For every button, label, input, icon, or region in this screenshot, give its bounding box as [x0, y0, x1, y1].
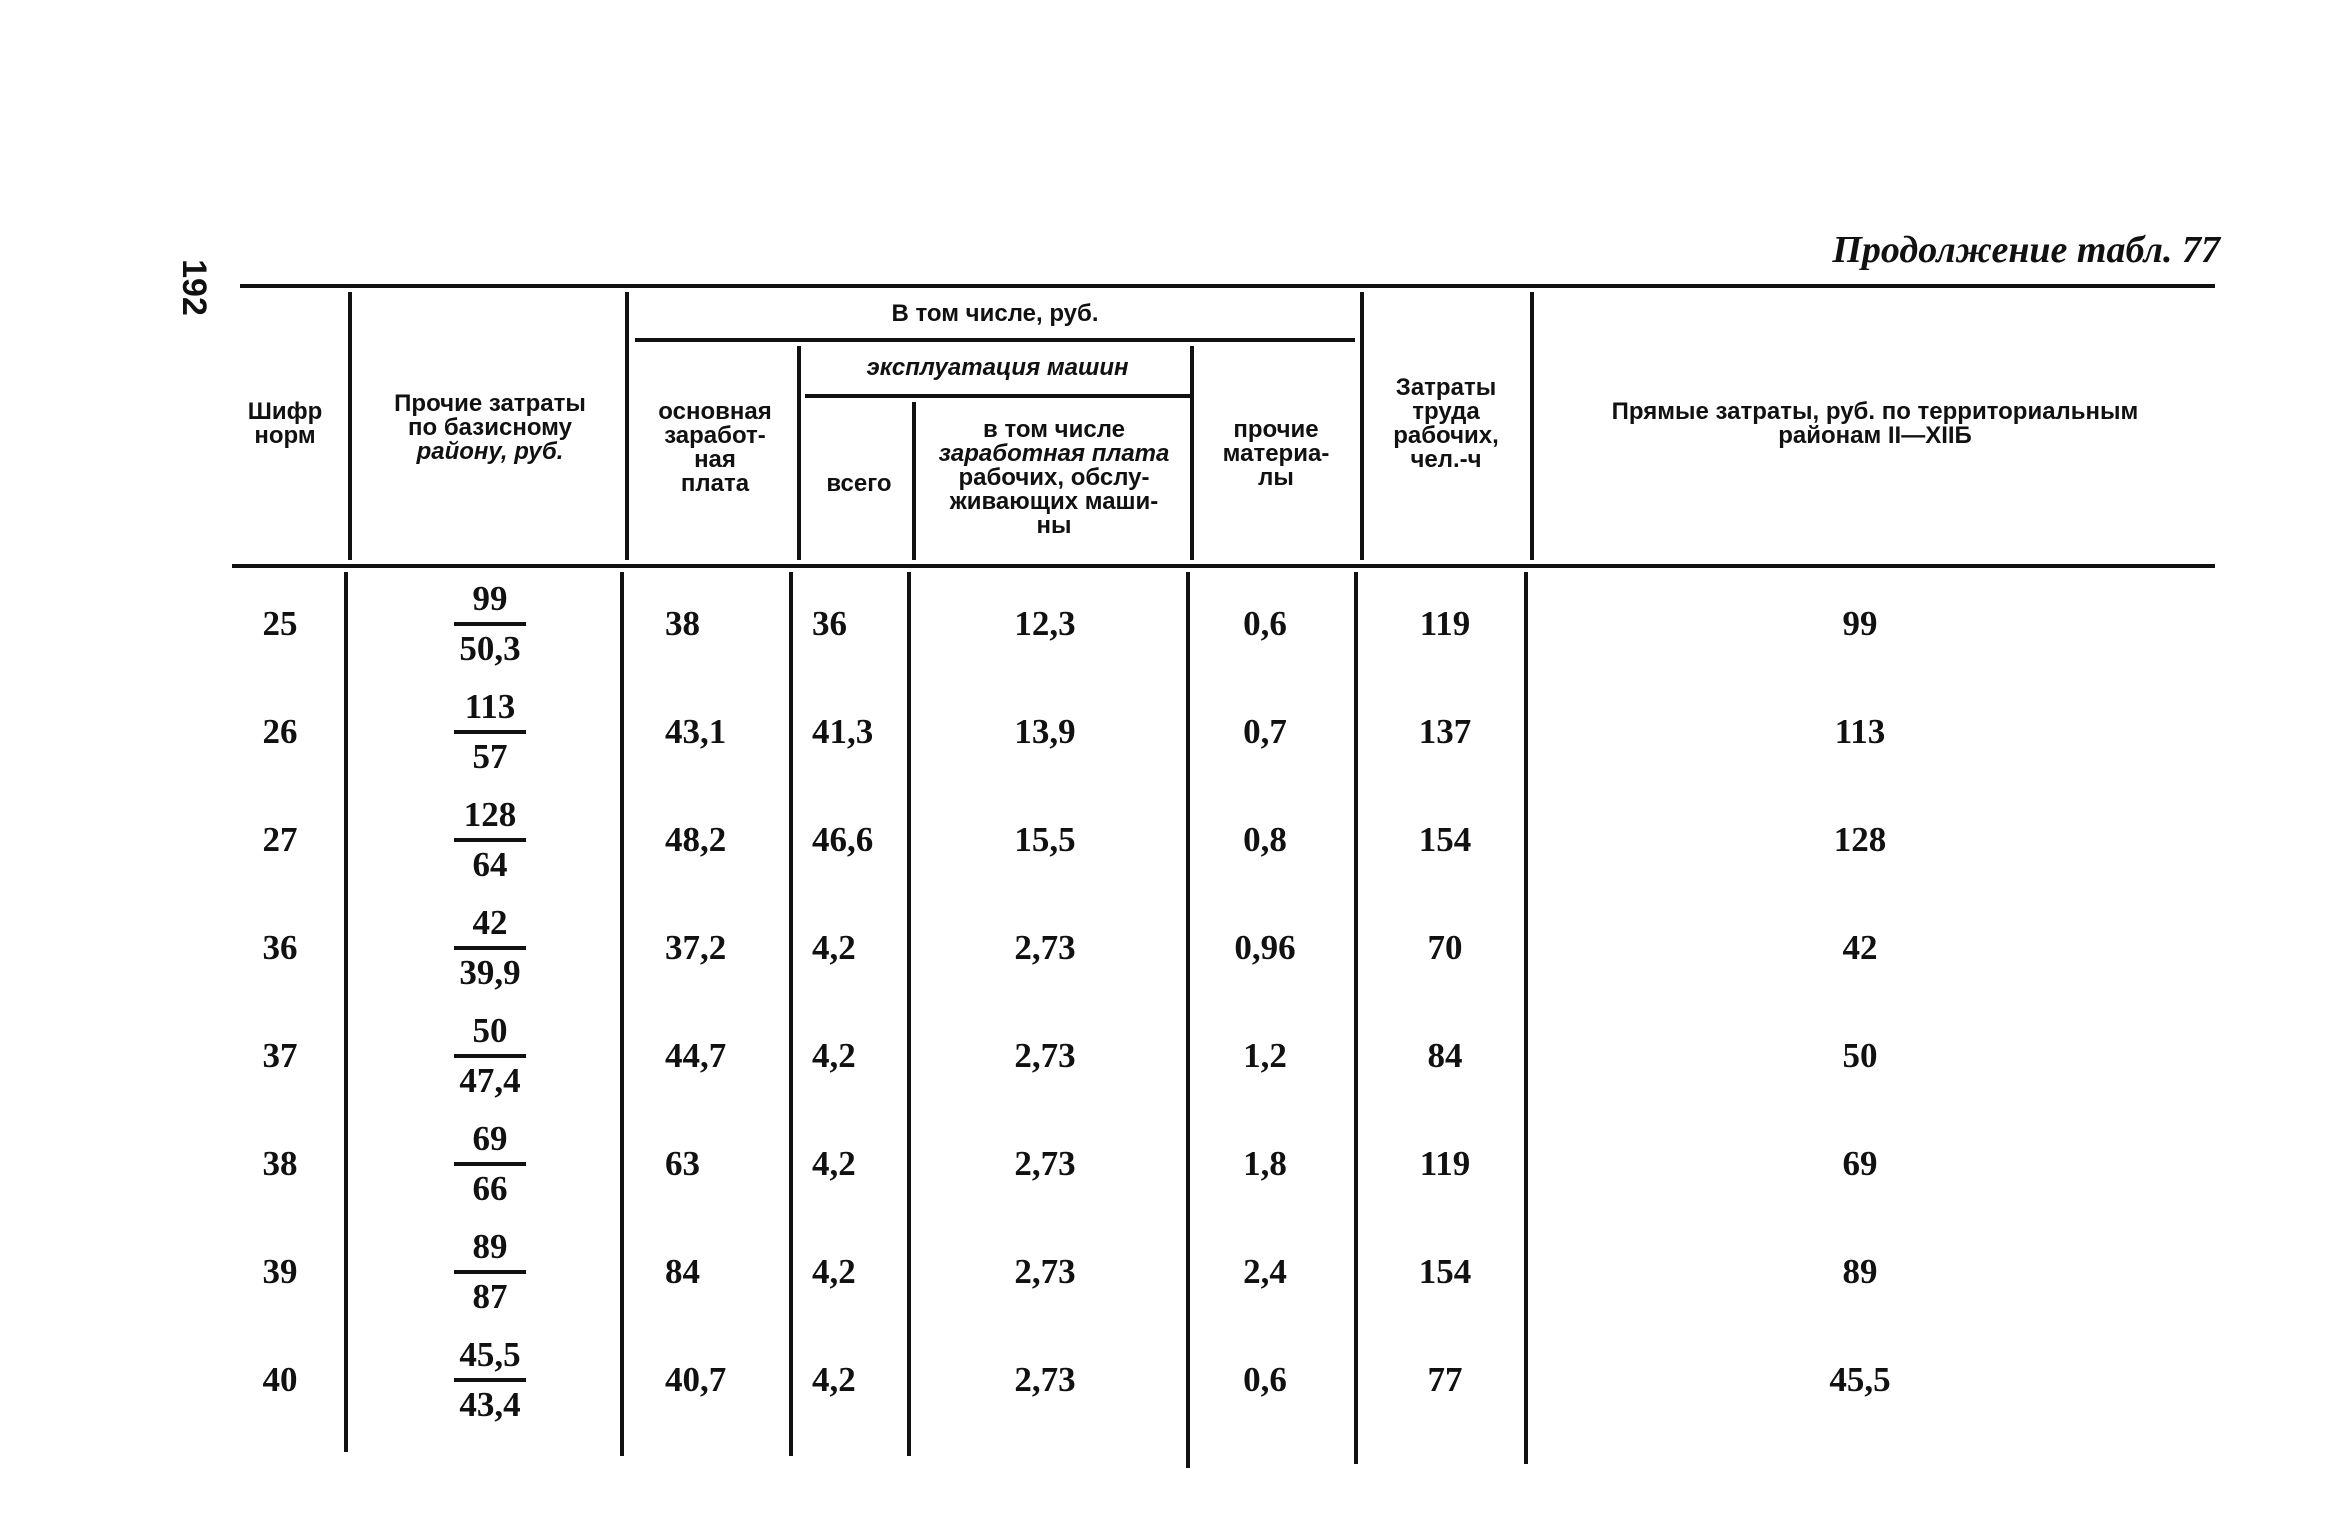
row-machine-total: 4,2: [812, 1360, 856, 1399]
row-other-costs-fraction: [440, 786, 540, 894]
row-materials: 1,2: [1243, 1036, 1287, 1075]
machine-group-rule: [805, 394, 1190, 398]
table-row: [0, 786, 2352, 894]
row-materials: 0,8: [1243, 820, 1287, 859]
table-caption: Продолжение табл. 77: [1832, 229, 2220, 271]
row-machine-total: 41,3: [812, 712, 874, 751]
header-direct: Прямые затраты, руб. по территориальным районам II—XIIБ: [1611, 398, 2139, 449]
row-direct: 128: [1833, 820, 1887, 859]
row-machine-wage: 13,9: [1014, 712, 1076, 751]
fraction-numerator: 42: [454, 904, 526, 950]
row-machine-wage: 2,73: [1014, 1252, 1076, 1291]
fraction-denominator: 57: [472, 737, 508, 776]
row-other-costs-fraction: [440, 570, 540, 678]
header-col-rule: [348, 292, 352, 560]
row-direct: 99: [1842, 604, 1878, 643]
fraction-denominator: 39,9: [459, 953, 521, 992]
table-row: [0, 1218, 2352, 1326]
row-labor: 70: [1427, 928, 1463, 967]
row-code: 37: [262, 1036, 298, 1075]
fraction-numerator: 99: [454, 580, 526, 626]
table-row: [0, 894, 2352, 1002]
header-col-rule: [1530, 292, 1534, 560]
row-direct: 42: [1842, 928, 1878, 967]
header-col-rule: [1190, 346, 1194, 560]
row-base-pay: 63: [665, 1144, 700, 1183]
row-materials: 0,6: [1243, 604, 1287, 643]
header-base-pay: основная заработ- ная плата: [658, 398, 772, 497]
row-code: 27: [262, 820, 298, 859]
row-direct: 50: [1842, 1036, 1878, 1075]
row-labor: 119: [1419, 604, 1471, 643]
header-col-rule: [797, 346, 801, 560]
row-labor: 154: [1418, 1252, 1472, 1291]
header-incl-group: В том числе, руб.: [891, 300, 1099, 327]
row-other-costs-fraction: [440, 1326, 540, 1434]
fraction-denominator: 87: [472, 1277, 508, 1316]
row-machine-wage: 2,73: [1014, 1144, 1076, 1183]
row-code: 38: [262, 1144, 298, 1183]
table-row: [0, 1110, 2352, 1218]
fraction-denominator: 50,3: [459, 629, 521, 668]
row-machine-total: 46,6: [812, 820, 874, 859]
table-row: [0, 1002, 2352, 1110]
row-machine-total: 4,2: [812, 1036, 856, 1075]
fraction-denominator: 64: [472, 845, 508, 884]
row-machine-wage: 15,5: [1014, 820, 1076, 859]
row-materials: 0,96: [1234, 928, 1296, 967]
row-labor: 84: [1427, 1036, 1463, 1075]
row-code: 39: [262, 1252, 298, 1291]
row-direct: 113: [1834, 712, 1886, 751]
row-base-pay: 43,1: [665, 712, 727, 751]
fraction-denominator: 66: [472, 1169, 508, 1208]
row-other-costs-fraction: [440, 1218, 540, 1326]
row-code: 40: [262, 1360, 298, 1399]
table-row: [0, 678, 2352, 786]
row-base-pay: 44,7: [665, 1036, 727, 1075]
row-labor: 77: [1427, 1360, 1463, 1399]
table-row: [0, 570, 2352, 678]
page-number: 192: [174, 259, 213, 316]
row-materials: 0,6: [1243, 1360, 1287, 1399]
row-machine-total: 4,2: [812, 1144, 856, 1183]
fraction-numerator: 128: [454, 796, 526, 842]
row-machine-wage: 2,73: [1014, 1036, 1076, 1075]
row-machine-wage: 2,73: [1014, 1360, 1076, 1399]
table-top-rule: [240, 284, 2215, 288]
table-row: [0, 1326, 2352, 1434]
header-code: Шифр норм: [247, 398, 323, 449]
header-col-rule: [1360, 292, 1364, 560]
row-machine-total: 4,2: [812, 1252, 856, 1291]
header-machine-total: всего: [826, 470, 892, 497]
row-machine-wage: 12,3: [1014, 604, 1076, 643]
row-machine-wage: 2,73: [1014, 928, 1076, 967]
row-direct: 45,5: [1829, 1360, 1891, 1399]
row-direct: 89: [1842, 1252, 1878, 1291]
row-labor: 154: [1418, 820, 1472, 859]
row-other-costs-fraction: [440, 894, 540, 1002]
row-labor: 137: [1418, 712, 1472, 751]
fraction-denominator: 47,4: [459, 1061, 521, 1100]
row-code: 25: [262, 604, 298, 643]
row-base-pay: 37,2: [665, 928, 727, 967]
header-col-rule: [625, 292, 629, 560]
header-other-costs: Прочие затраты по базисному району, руб.: [394, 390, 586, 465]
fraction-numerator: 45,5: [454, 1336, 526, 1382]
row-materials: 2,4: [1243, 1252, 1287, 1291]
header-materials: прочие материа- лы: [1222, 416, 1330, 491]
header-machine-group: эксплуатация машин: [866, 354, 1129, 381]
row-materials: 0,7: [1243, 712, 1287, 751]
row-other-costs-fraction: [440, 678, 540, 786]
header-labor: Затраты труда рабочих, чел.-ч: [1393, 374, 1499, 473]
row-code: 26: [262, 712, 298, 751]
fraction-numerator: 50: [454, 1012, 526, 1058]
row-other-costs-fraction: [440, 1002, 540, 1110]
row-direct: 69: [1842, 1144, 1878, 1183]
fraction-numerator: 113: [454, 688, 526, 734]
header-bottom-rule: [232, 564, 2215, 568]
row-code: 36: [262, 928, 298, 967]
row-machine-total: 36: [812, 604, 847, 643]
row-base-pay: 38: [665, 604, 700, 643]
row-labor: 119: [1419, 1144, 1471, 1183]
row-machine-total: 4,2: [812, 928, 856, 967]
row-materials: 1,8: [1243, 1144, 1287, 1183]
incl-group-rule: [635, 338, 1355, 342]
row-base-pay: 84: [665, 1252, 700, 1291]
fraction-numerator: 69: [454, 1120, 526, 1166]
row-base-pay: 48,2: [665, 820, 727, 859]
row-base-pay: 40,7: [665, 1360, 727, 1399]
fraction-denominator: 43,4: [459, 1385, 521, 1424]
fraction-numerator: 89: [454, 1228, 526, 1274]
row-other-costs-fraction: [440, 1110, 540, 1218]
header-machine-wage: в том числе заработная плата рабочих, обслу- живающих маши- ны: [938, 416, 1170, 539]
